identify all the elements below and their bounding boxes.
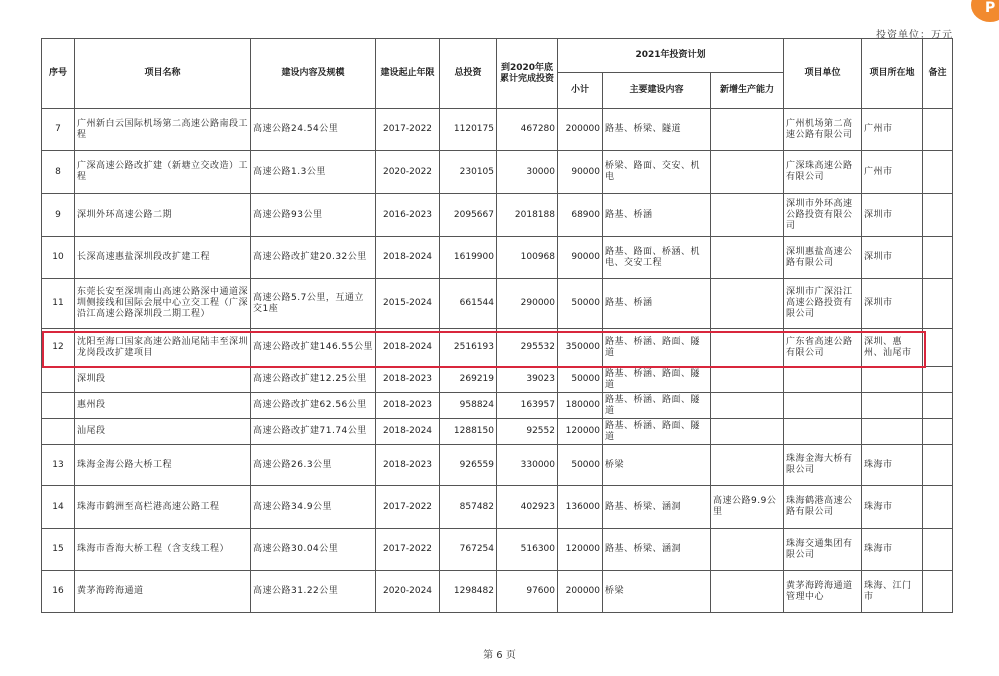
cell-total: 2516193 — [440, 329, 497, 367]
cell-cumulative: 290000 — [497, 279, 558, 329]
cell-cumulative: 97600 — [497, 571, 558, 613]
cell-location: 珠海市 — [862, 486, 923, 529]
cell-content: 路基、桥梁、涵洞 — [603, 529, 711, 571]
cell-unit: 珠海交通集团有限公司 — [784, 529, 862, 571]
cell-seq: 15 — [42, 529, 75, 571]
cell-name: 深圳段 — [75, 367, 251, 393]
cell-period: 2018-2024 — [376, 329, 440, 367]
cell-remark — [923, 367, 953, 393]
cell-unit: 黄茅海跨海通道管理中心 — [784, 571, 862, 613]
cell-total: 661544 — [440, 279, 497, 329]
cell-seq: 8 — [42, 151, 75, 194]
cell-capacity — [711, 529, 784, 571]
cell-cumulative: 295532 — [497, 329, 558, 367]
cell-capacity — [711, 445, 784, 486]
cell-capacity — [711, 571, 784, 613]
cell-content: 桥梁 — [603, 571, 711, 613]
cell-total: 857482 — [440, 486, 497, 529]
cell-total: 958824 — [440, 393, 497, 419]
cell-location: 广州市 — [862, 151, 923, 194]
header-new-capacity: 新增生产能力 — [711, 73, 784, 109]
table-row — [42, 571, 953, 613]
cell-total: 2095667 — [440, 194, 497, 237]
header-name: 项目名称 — [75, 39, 251, 109]
cell-capacity — [711, 194, 784, 237]
table-row — [42, 529, 953, 571]
cell-capacity — [711, 109, 784, 151]
cell-capacity: 高速公路9.9公里 — [711, 486, 784, 529]
cell-subtotal: 136000 — [558, 486, 603, 529]
cell-total: 1120175 — [440, 109, 497, 151]
cell-subtotal: 50000 — [558, 367, 603, 393]
cell-unit — [784, 419, 862, 445]
cell-period: 2018-2023 — [376, 393, 440, 419]
cell-subtotal: 120000 — [558, 529, 603, 571]
header-plan-2021: 2021年投资计划 — [558, 39, 784, 73]
cell-capacity — [711, 151, 784, 194]
cell-unit: 深圳市广深沿江高速公路投资有限公司 — [784, 279, 862, 329]
cell-total: 1619900 — [440, 237, 497, 279]
cell-cumulative: 402923 — [497, 486, 558, 529]
cell-content: 路基、桥涵、路面、隧道 — [603, 419, 711, 445]
header-subtotal: 小计 — [558, 73, 603, 109]
cell-seq: 11 — [42, 279, 75, 329]
cell-scope: 高速公路34.9公里 — [251, 486, 376, 529]
cell-scope: 高速公路改扩建62.56公里 — [251, 393, 376, 419]
cell-scope: 高速公路5.7公里，互通立交1座 — [251, 279, 376, 329]
cell-seq: 12 — [42, 329, 75, 367]
cell-capacity — [711, 393, 784, 419]
cell-cumulative: 92552 — [497, 419, 558, 445]
cell-seq — [42, 367, 75, 393]
cell-unit: 珠海金海大桥有限公司 — [784, 445, 862, 486]
cell-remark — [923, 419, 953, 445]
cell-location: 深圳市 — [862, 237, 923, 279]
cell-cumulative: 330000 — [497, 445, 558, 486]
cell-name: 东莞长安至深圳南山高速公路深中通道深圳侧接线和国际会展中心立交工程（广深沿江高速公路深圳段二期工程） — [75, 279, 251, 329]
cell-subtotal: 90000 — [558, 151, 603, 194]
cell-capacity — [711, 419, 784, 445]
cell-scope: 高速公路30.04公里 — [251, 529, 376, 571]
cell-scope: 高速公路1.3公里 — [251, 151, 376, 194]
cell-total: 1298482 — [440, 571, 497, 613]
header-cumulative: 到2020年底累计完成投资 — [497, 39, 558, 109]
cell-remark — [923, 445, 953, 486]
cell-scope: 高速公路改扩建71.74公里 — [251, 419, 376, 445]
cell-cumulative: 516300 — [497, 529, 558, 571]
header-seq: 序号 — [42, 39, 75, 109]
cell-seq: 10 — [42, 237, 75, 279]
cell-location: 珠海、江门市 — [862, 571, 923, 613]
cell-seq — [42, 393, 75, 419]
cell-scope: 高速公路26.3公里 — [251, 445, 376, 486]
cell-total: 1288150 — [440, 419, 497, 445]
cell-subtotal: 68900 — [558, 194, 603, 237]
cell-subtotal: 50000 — [558, 279, 603, 329]
cell-remark — [923, 486, 953, 529]
table-subrow — [42, 393, 953, 419]
cell-subtotal: 200000 — [558, 109, 603, 151]
cell-total: 269219 — [440, 367, 497, 393]
cell-scope: 高速公路改扩建20.32公里 — [251, 237, 376, 279]
cell-scope: 高速公路改扩建12.25公里 — [251, 367, 376, 393]
cell-location: 广州市 — [862, 109, 923, 151]
cell-remark — [923, 194, 953, 237]
cell-location: 珠海市 — [862, 529, 923, 571]
cell-unit: 深圳惠盐高速公路有限公司 — [784, 237, 862, 279]
cell-capacity — [711, 279, 784, 329]
cell-period: 2020-2022 — [376, 151, 440, 194]
table-subrow — [42, 419, 953, 445]
cell-name: 黄茅海跨海通道 — [75, 571, 251, 613]
table-row — [42, 445, 953, 486]
cell-period: 2017-2022 — [376, 109, 440, 151]
cell-location: 深圳、惠州、汕尾市 — [862, 329, 923, 367]
table-row — [42, 486, 953, 529]
cell-cumulative: 163957 — [497, 393, 558, 419]
cell-unit: 广州机场第二高速公路有限公司 — [784, 109, 862, 151]
cell-scope: 高速公路31.22公里 — [251, 571, 376, 613]
table-row — [42, 194, 953, 237]
header-main-content: 主要建设内容 — [603, 73, 711, 109]
cell-unit: 广深珠高速公路有限公司 — [784, 151, 862, 194]
cell-unit: 深圳市外环高速公路投资有限公司 — [784, 194, 862, 237]
cell-subtotal: 180000 — [558, 393, 603, 419]
cell-period: 2018-2023 — [376, 445, 440, 486]
cell-location — [862, 393, 923, 419]
cell-subtotal: 50000 — [558, 445, 603, 486]
cell-remark — [923, 109, 953, 151]
cell-content: 桥梁、路面、交安、机电 — [603, 151, 711, 194]
header-location: 项目所在地 — [862, 39, 923, 109]
cell-seq — [42, 419, 75, 445]
cell-period: 2020-2024 — [376, 571, 440, 613]
cell-content: 路基、桥涵、路面、隧道 — [603, 367, 711, 393]
cell-location — [862, 367, 923, 393]
cell-seq: 14 — [42, 486, 75, 529]
header-total: 总投资 — [440, 39, 497, 109]
cell-remark — [923, 237, 953, 279]
cell-seq: 13 — [42, 445, 75, 486]
cell-cumulative: 467280 — [497, 109, 558, 151]
cell-cumulative: 39023 — [497, 367, 558, 393]
cell-content: 路基、桥涵、路面、隧道 — [603, 329, 711, 367]
cell-name: 珠海金海公路大桥工程 — [75, 445, 251, 486]
cell-unit — [784, 393, 862, 419]
cell-name: 珠海市鹤洲至高栏港高速公路工程 — [75, 486, 251, 529]
cell-name: 广深高速公路改扩建（新塘立交改造）工程 — [75, 151, 251, 194]
cell-cumulative: 100968 — [497, 237, 558, 279]
cell-location: 珠海市 — [862, 445, 923, 486]
table-subrow — [42, 367, 953, 393]
cell-content: 路基、桥涵、路面、隧道 — [603, 393, 711, 419]
cell-total: 926559 — [440, 445, 497, 486]
cell-capacity — [711, 237, 784, 279]
table-row — [42, 237, 953, 279]
cell-unit — [784, 367, 862, 393]
cell-remark — [923, 393, 953, 419]
cell-subtotal: 90000 — [558, 237, 603, 279]
cell-total: 767254 — [440, 529, 497, 571]
cell-location: 深圳市 — [862, 279, 923, 329]
cell-period: 2017-2022 — [376, 529, 440, 571]
cell-remark — [923, 329, 953, 367]
table-row-highlighted — [42, 329, 953, 367]
cell-period: 2018-2023 — [376, 367, 440, 393]
table-row — [42, 279, 953, 329]
cell-seq: 16 — [42, 571, 75, 613]
cell-remark — [923, 151, 953, 194]
cell-name: 珠海市香海大桥工程（含支线工程） — [75, 529, 251, 571]
cell-remark — [923, 279, 953, 329]
cell-subtotal: 350000 — [558, 329, 603, 367]
cell-scope: 高速公路24.54公里 — [251, 109, 376, 151]
cell-scope: 高速公路93公里 — [251, 194, 376, 237]
cell-subtotal: 200000 — [558, 571, 603, 613]
cell-period: 2018-2024 — [376, 237, 440, 279]
cell-content: 路基、桥涵 — [603, 194, 711, 237]
table-row — [42, 109, 953, 151]
cell-name: 广州新白云国际机场第二高速公路南段工程 — [75, 109, 251, 151]
cell-unit: 广东省高速公路有限公司 — [784, 329, 862, 367]
table-row — [42, 151, 953, 194]
page-badge: P — [971, 0, 999, 22]
page-number: 第 6 页 — [483, 650, 516, 661]
cell-cumulative: 2018188 — [497, 194, 558, 237]
cell-capacity — [711, 329, 784, 367]
cell-remark — [923, 571, 953, 613]
cell-name: 惠州段 — [75, 393, 251, 419]
unit-note: 投资单位：万元 — [876, 30, 953, 41]
cell-content: 路基、桥梁、隧道 — [603, 109, 711, 151]
cell-period: 2018-2024 — [376, 419, 440, 445]
cell-period: 2015-2024 — [376, 279, 440, 329]
cell-name: 汕尾段 — [75, 419, 251, 445]
cell-location — [862, 419, 923, 445]
cell-total: 230105 — [440, 151, 497, 194]
cell-location: 深圳市 — [862, 194, 923, 237]
cell-name: 沈阳至海口国家高速公路汕尾陆丰至深圳龙岗段改扩建项目 — [75, 329, 251, 367]
cell-content: 路基、桥梁、涵洞 — [603, 486, 711, 529]
cell-period: 2016-2023 — [376, 194, 440, 237]
cell-capacity — [711, 367, 784, 393]
cell-name: 深圳外环高速公路二期 — [75, 194, 251, 237]
investment-table — [41, 38, 953, 613]
cell-content: 路基、桥涵 — [603, 279, 711, 329]
header-scope: 建设内容及规模 — [251, 39, 376, 109]
cell-remark — [923, 529, 953, 571]
cell-content: 路基、路面、桥涵、机电、交安工程 — [603, 237, 711, 279]
header-unit: 项目单位 — [784, 39, 862, 109]
cell-seq: 9 — [42, 194, 75, 237]
cell-period: 2017-2022 — [376, 486, 440, 529]
cell-subtotal: 120000 — [558, 419, 603, 445]
cell-scope: 高速公路改扩建146.55公里 — [251, 329, 376, 367]
cell-seq: 7 — [42, 109, 75, 151]
header-period: 建设起止年限 — [376, 39, 440, 109]
cell-name: 长深高速惠盐深圳段改扩建工程 — [75, 237, 251, 279]
cell-cumulative: 30000 — [497, 151, 558, 194]
cell-content: 桥梁 — [603, 445, 711, 486]
cell-unit: 珠海鹤港高速公路有限公司 — [784, 486, 862, 529]
header-remark: 备注 — [923, 39, 953, 109]
